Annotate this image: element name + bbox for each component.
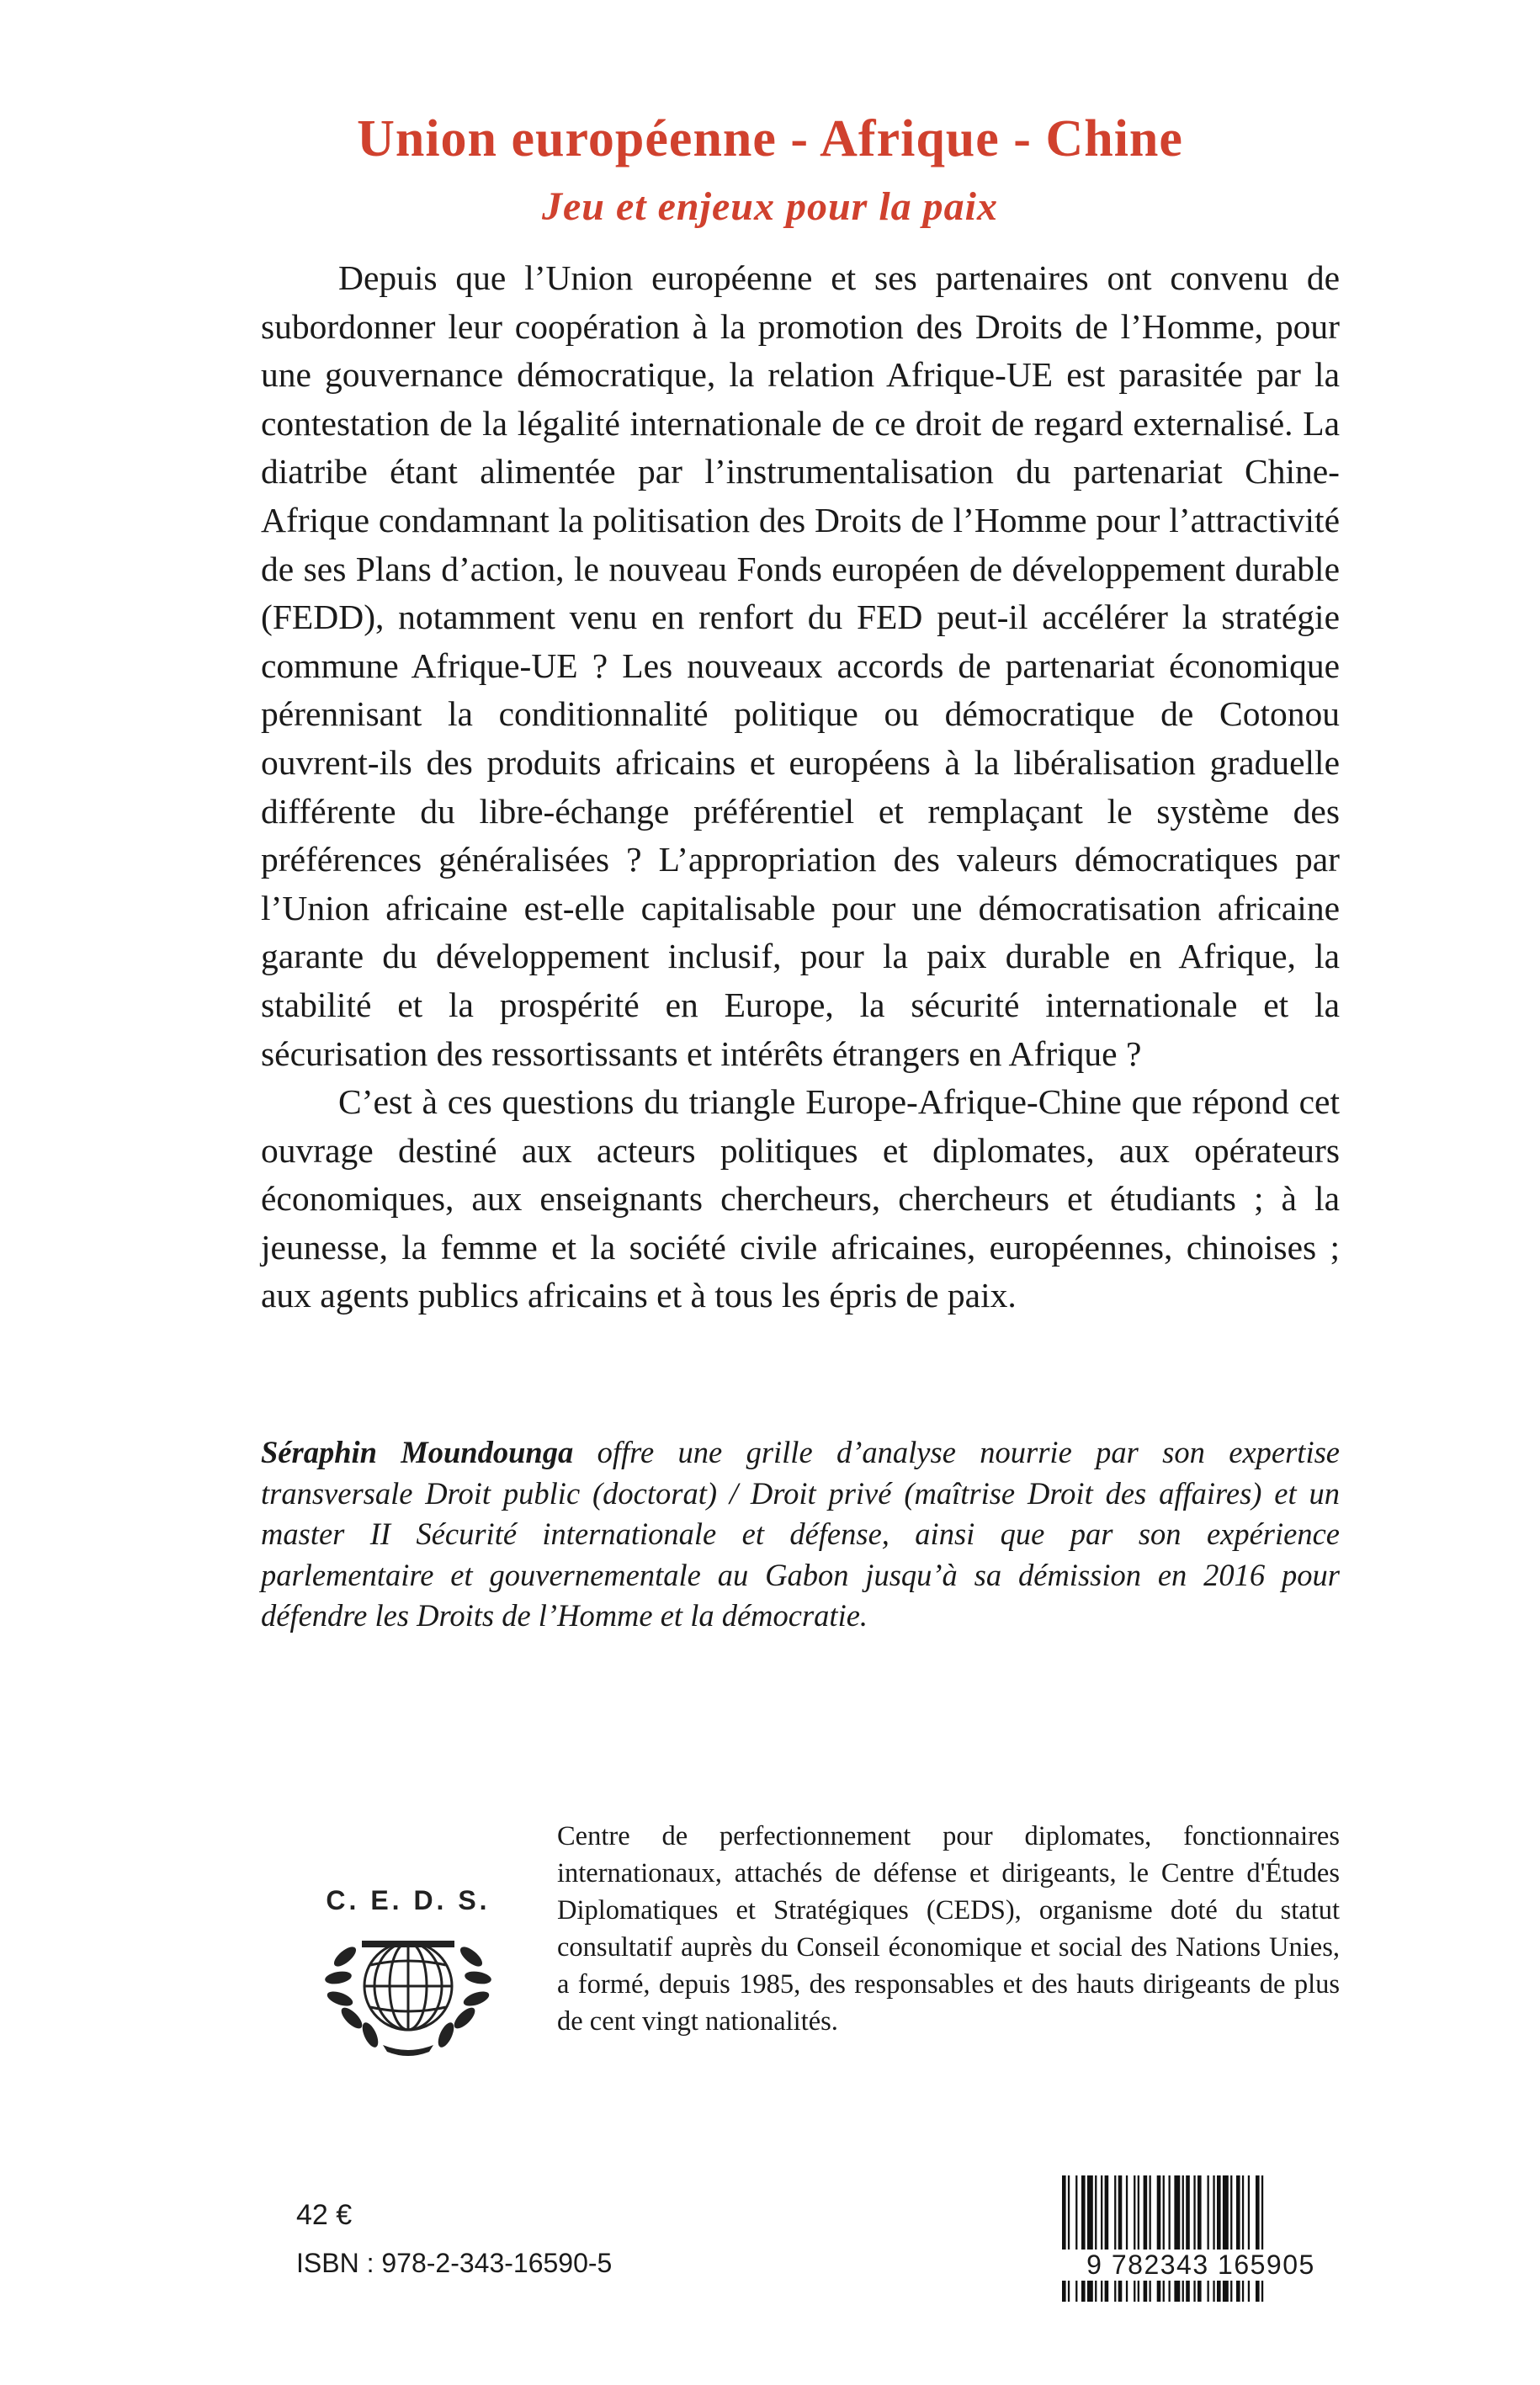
barcode-bar (1248, 2175, 1250, 2302)
barcode-bar (1075, 2175, 1077, 2302)
barcode-bar (1163, 2175, 1165, 2302)
author-bio (261, 1432, 1340, 1637)
barcode-bar (1105, 2175, 1109, 2302)
barcode-bar (1150, 2175, 1151, 2302)
barcode-bar (1213, 2175, 1214, 2302)
barcode-bar (1087, 2175, 1093, 2302)
barcode (1059, 2175, 1340, 2302)
blurb-text (261, 254, 1340, 1320)
barcode-bar (1174, 2175, 1180, 2302)
price: 42 € (296, 2199, 353, 2231)
blurb-paragraph-2: C’est à ces questions du triangle Europe-Afrique-Chine que répond cet ouvrage destiné aux acteurs politiques et diplomates, aux opérateurs économiques, aux enseignants chercheurs, chercheurs et étudiants ; à la jeunesse, la femme et la société civile africaines, européennes, chinoises ; aux agents publics africains et à tous les épris de paix. (261, 1082, 1340, 1315)
barcode-bar (1208, 2175, 1209, 2302)
barcode-bar (1114, 2175, 1116, 2302)
barcode-bar (1236, 2175, 1240, 2302)
barcode-bar (1223, 2175, 1229, 2302)
barcode-bar (1230, 2175, 1232, 2302)
barcode-bar (1193, 2175, 1195, 2302)
barcode-bar (1182, 2175, 1184, 2302)
ceds-logo-letters: C. E. D. S. (326, 1885, 491, 1915)
barcode-bar (1144, 2175, 1148, 2302)
isbn: ISBN : 978-2-343-16590-5 (296, 2248, 613, 2278)
barcode-bar (1126, 2175, 1128, 2302)
author-name: Séraphin Moundounga (261, 1435, 574, 1469)
barcode-bar (1261, 2175, 1263, 2302)
barcode-bar (1157, 2175, 1161, 2302)
barcode-digits: 9 782343 165905 (1054, 2250, 1348, 2281)
book-title: Union européenne - Afrique - Chine (357, 110, 1183, 167)
barcode-bar (1062, 2175, 1066, 2302)
barcode-bar (1217, 2175, 1221, 2302)
barcode-bar (1068, 2175, 1070, 2302)
barcode-bar (1169, 2175, 1171, 2302)
barcode-bar (1118, 2175, 1123, 2302)
publisher-description: Centre de perfectionnement pour diplomates, fonctionnaires internationaux, attachés de défense et dirigeants, le Centre d'Études Diplomatiques et Stratégiques (CEDS), organisme doté du statut consultatif auprès du Conseil économique et social des Nations Unies, a formé, depuis 1985, des responsables et des hauts dirigeants de plus de cent vingt nationalités. (557, 1821, 1340, 2037)
ceds-logo (303, 1885, 513, 2062)
blurb-paragraph-1: Depuis que l’Union européenne et ses partenaires ont convenu de subordonner leur coopération à la promotion des Droits de l’Homme, pour une gouvernance démocratique, la relation Afrique-UE est parasitée par la contestation de la légalité internationale de ce droit de regard externalisé. La diatribe étant alimentée par l’instrumentalisation du partenariat Chine-Afrique condamnant la politisation des Droits de l’Homme pour l’attractivité de ses Plans d’action, le nouveau Fonds européen de développement durable (FEDD), notamment venu en renfort du FED peut-il accélérer la stratégie commune Afrique-UE ? Les nouveaux accords de partenariat économique pérennisant la conditionnalité politique ou démocratique de Cotonou ouvrent-ils des produits africains et européens à la libéralisation graduelle différente du libre-échange préférentiel et remplaçant le système des préférences généralisées ? L’appropriation des valeurs démocratiques par l’Union africaine est-elle capitalisable pour une démocratisation africaine garante du développement inclusif, pour la paix durable en Afrique, la stabilité et la prospérité en Europe, la sécurité internationale et la sécurisation des ressortissants et intérêts étrangers en Afrique ? (261, 258, 1340, 1073)
barcode-bar (1134, 2175, 1135, 2302)
barcode-bar (1101, 2175, 1102, 2302)
barcode-bar (1256, 2175, 1260, 2302)
barcode-bar (1095, 2175, 1097, 2302)
globe-laurel-icon (303, 1919, 513, 2062)
barcode-bar (1197, 2175, 1202, 2302)
book-subtitle: Jeu et enjeux pour la paix (541, 184, 999, 229)
barcode-bar (1081, 2175, 1086, 2302)
barcode-bar (1186, 2175, 1190, 2302)
barcode-bar (1242, 2175, 1244, 2302)
barcode-bar (1138, 2175, 1139, 2302)
author-bio-text: offre une grille d’analyse nourrie par son expertise transversale Droit public (doctorat) / Droit privé (maîtrise Droit des affaires) et un master II Sécurité internationale et défense, ainsi que par son expérience parlementaire et gouvernementale au Gabon jusqu’à sa démission en 2016 pour défendre les Droits de l’Homme et la démocratie. (261, 1435, 1340, 1633)
